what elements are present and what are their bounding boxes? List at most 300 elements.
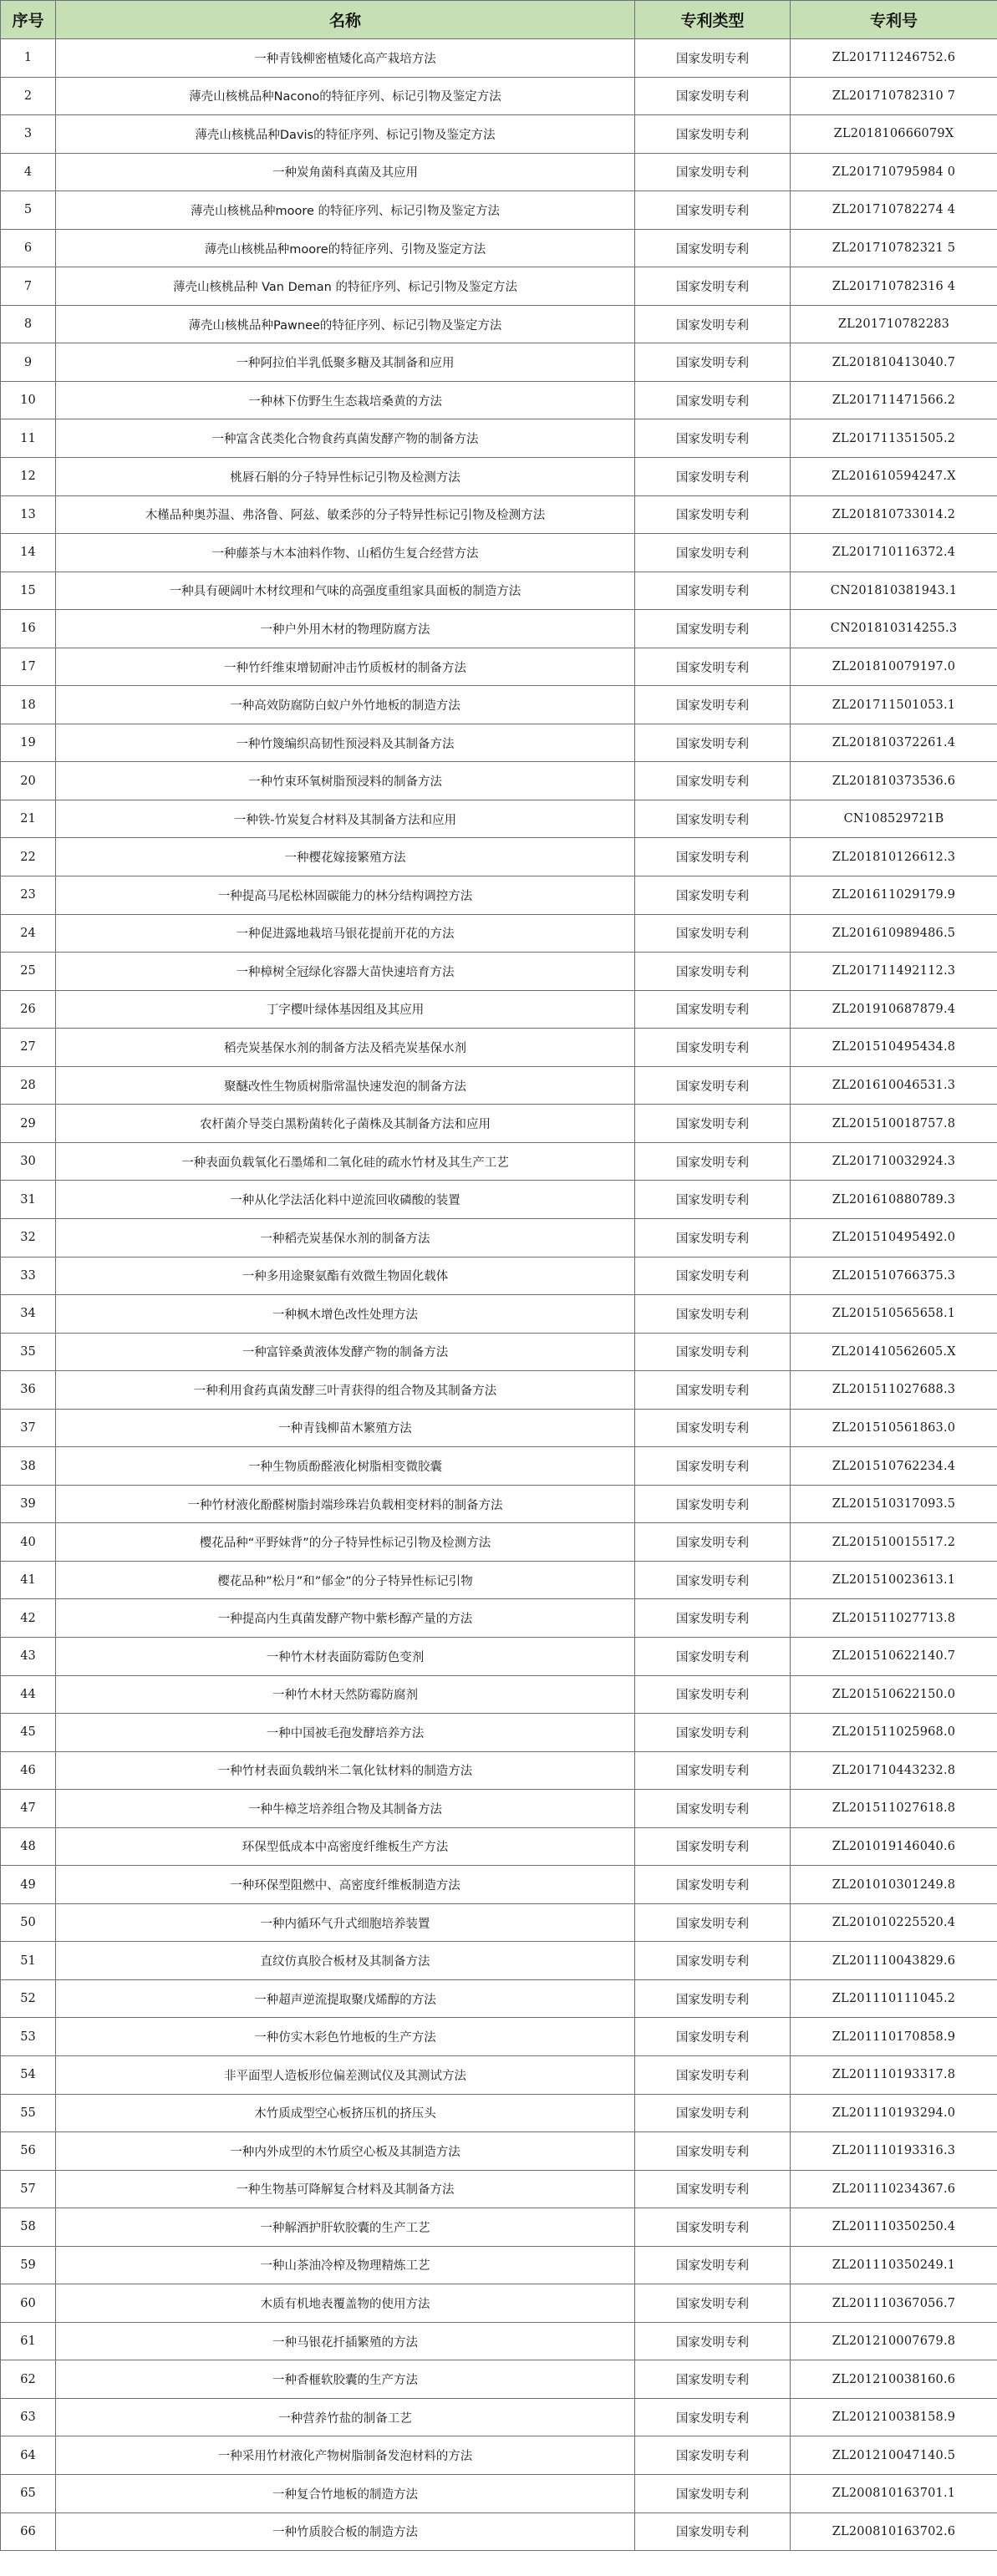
cell-type: 国家发明专利 <box>635 1029 791 1067</box>
cell-name: 一种竹木材天然防霉防腐剂 <box>56 1675 635 1714</box>
cell-seq: 3 <box>1 115 56 154</box>
cell-name: 一种营养竹盐的制备工艺 <box>56 2398 635 2436</box>
cell-number: ZL201110367056.7 <box>791 2284 997 2323</box>
cell-name: 一种阿拉伯半乳低聚多糖及其制备和应用 <box>56 343 635 382</box>
table-row <box>1 1866 997 1904</box>
table-row <box>1 876 997 915</box>
cell-type: 国家发明专利 <box>635 229 791 267</box>
cell-name: 一种内循环气升式细胞培养装置 <box>56 1903 635 1942</box>
cell-number: ZL200810163702.6 <box>791 2512 997 2551</box>
cell-name: 一种利用食药真菌发酵三叶青获得的组合物及其制备方法 <box>56 1371 635 1410</box>
cell-seq: 12 <box>1 458 56 496</box>
cell-seq: 20 <box>1 762 56 800</box>
cell-number: ZL201910687879.4 <box>791 990 997 1029</box>
table-row <box>1 2018 997 2056</box>
table-row <box>1 39 997 78</box>
cell-number: ZL201610594247.X <box>791 458 997 496</box>
cell-number: ZL201210007679.8 <box>791 2322 997 2360</box>
cell-type: 国家发明专利 <box>635 572 791 610</box>
table-row <box>1 2094 997 2132</box>
cell-name: 一种炭角菌科真菌及其应用 <box>56 153 635 191</box>
cell-number: ZL201810666079X <box>791 115 997 154</box>
cell-name: 一种从化学法活化料中逆流回收磷酸的装置 <box>56 1181 635 1219</box>
cell-seq: 49 <box>1 1866 56 1904</box>
table-row <box>1 229 997 267</box>
cell-type: 国家发明专利 <box>635 153 791 191</box>
cell-number: ZL201610046531.3 <box>791 1066 997 1105</box>
cell-number: ZL201810733014.2 <box>791 495 997 534</box>
table-row <box>1 1979 997 2018</box>
cell-number: ZL201110193317.8 <box>791 2055 997 2094</box>
cell-name: 薄壳山核桃品种Davis的特征序列、标记引物及鉴定方法 <box>56 115 635 154</box>
cell-type: 国家发明专利 <box>635 2094 791 2132</box>
cell-number: ZL201510561863.0 <box>791 1409 997 1447</box>
cell-number: ZL201710782310 7 <box>791 77 997 115</box>
table-row <box>1 1295 997 1334</box>
cell-type: 国家发明专利 <box>635 1142 791 1181</box>
cell-name: 一种户外用木材的物理防腐方法 <box>56 610 635 648</box>
cell-seq: 37 <box>1 1409 56 1447</box>
cell-name: 一种香榧软胶囊的生产方法 <box>56 2360 635 2399</box>
cell-seq: 16 <box>1 610 56 648</box>
cell-seq: 18 <box>1 686 56 724</box>
cell-type: 国家发明专利 <box>635 115 791 154</box>
cell-type: 国家发明专利 <box>635 419 791 458</box>
cell-number: ZL201611029179.9 <box>791 876 997 915</box>
header-type: 专利类型 <box>635 1 791 39</box>
cell-name: 一种竹束环氧树脂预浸料的制备方法 <box>56 762 635 800</box>
cell-name: 农杆菌介导茭白黑粉菌转化子菌株及其制备方法和应用 <box>56 1105 635 1143</box>
cell-number: ZL201711246752.6 <box>791 39 997 78</box>
table-row <box>1 1790 997 1828</box>
cell-seq: 24 <box>1 914 56 953</box>
cell-type: 国家发明专利 <box>635 2436 791 2475</box>
cell-type: 国家发明专利 <box>635 2475 791 2513</box>
cell-seq: 7 <box>1 267 56 306</box>
cell-seq: 14 <box>1 534 56 572</box>
cell-name: 一种稻壳炭基保水剂的制备方法 <box>56 1218 635 1257</box>
cell-seq: 11 <box>1 419 56 458</box>
table-row <box>1 1029 997 1067</box>
cell-name: 一种复合竹地板的制造方法 <box>56 2475 635 2513</box>
table-row <box>1 1599 997 1638</box>
cell-number: ZL201710032924.3 <box>791 1142 997 1181</box>
cell-seq: 34 <box>1 1295 56 1334</box>
cell-type: 国家发明专利 <box>635 610 791 648</box>
cell-seq: 63 <box>1 2398 56 2436</box>
cell-number: ZL201610880789.3 <box>791 1181 997 1219</box>
header-name: 名称 <box>56 1 635 39</box>
cell-seq: 62 <box>1 2360 56 2399</box>
cell-type: 国家发明专利 <box>635 1827 791 1866</box>
cell-number: ZL201810413040.7 <box>791 343 997 382</box>
cell-name: 丁字樱叶绿体基因组及其应用 <box>56 990 635 1029</box>
cell-number: ZL201510622140.7 <box>791 1637 997 1675</box>
cell-seq: 64 <box>1 2436 56 2475</box>
table-row <box>1 2170 997 2208</box>
cell-seq: 2 <box>1 77 56 115</box>
cell-number: ZL201010301249.8 <box>791 1866 997 1904</box>
cell-number: ZL201510565658.1 <box>791 1295 997 1334</box>
cell-number: ZL201710782316 4 <box>791 267 997 306</box>
table-row <box>1 495 997 534</box>
table-row <box>1 2132 997 2171</box>
cell-name: 一种中国被毛孢发酵培养方法 <box>56 1714 635 1752</box>
cell-type: 国家发明专利 <box>635 2398 791 2436</box>
cell-name: 薄壳山核桃品种moore的特征序列、引物及鉴定方法 <box>56 229 635 267</box>
cell-name: 一种内外成型的木竹质空心板及其制造方法 <box>56 2132 635 2171</box>
cell-number: ZL201110111045.2 <box>791 1979 997 2018</box>
cell-name: 一种提高马尾松林固碳能力的林分结构调控方法 <box>56 876 635 915</box>
cell-type: 国家发明专利 <box>635 2246 791 2284</box>
cell-name: 一种竹纤维束增韧耐冲击竹质板材的制备方法 <box>56 648 635 686</box>
cell-name: 一种环保型阻燃中、高密度纤维板制造方法 <box>56 1866 635 1904</box>
cell-seq: 51 <box>1 1942 56 1980</box>
cell-seq: 19 <box>1 724 56 762</box>
cell-name: 一种提高内生真菌发酵产物中紫杉醇产量的方法 <box>56 1599 635 1638</box>
cell-number: ZL201810373536.6 <box>791 762 997 800</box>
cell-name: 薄壳山核桃品种 Van Deman 的特征序列、标记引物及鉴定方法 <box>56 267 635 306</box>
table-row <box>1 1485 997 1523</box>
table-row <box>1 1333 997 1371</box>
table-row <box>1 1903 997 1942</box>
cell-name: 樱花品种”松月”和”郁金”的分子特异性标记引物 <box>56 1561 635 1599</box>
cell-seq: 58 <box>1 2208 56 2247</box>
cell-type: 国家发明专利 <box>635 762 791 800</box>
table-row <box>1 1447 997 1486</box>
cell-type: 国家发明专利 <box>635 1447 791 1486</box>
cell-seq: 38 <box>1 1447 56 1486</box>
cell-number: ZL201010225520.4 <box>791 1903 997 1942</box>
cell-name: 一种仿实木彩色竹地板的生产方法 <box>56 2018 635 2056</box>
cell-type: 国家发明专利 <box>635 1105 791 1143</box>
cell-seq: 33 <box>1 1257 56 1295</box>
table-row <box>1 1637 997 1675</box>
cell-number: ZL201110193294.0 <box>791 2094 997 2132</box>
cell-type: 国家发明专利 <box>635 343 791 382</box>
cell-name: 直纹仿真胶合板材及其制备方法 <box>56 1942 635 1980</box>
cell-type: 国家发明专利 <box>635 876 791 915</box>
cell-name: 一种多用途聚氨酯有效微生物固化载体 <box>56 1257 635 1295</box>
table-row <box>1 1714 997 1752</box>
cell-number: CN201810381943.1 <box>791 572 997 610</box>
cell-number: ZL201510495492.0 <box>791 1218 997 1257</box>
cell-seq: 10 <box>1 381 56 419</box>
cell-type: 国家发明专利 <box>635 1675 791 1714</box>
cell-seq: 54 <box>1 2055 56 2094</box>
cell-name: 一种樟树全冠绿化容器大苗快速培育方法 <box>56 953 635 991</box>
cell-number: ZL201810372261.4 <box>791 724 997 762</box>
cell-seq: 31 <box>1 1181 56 1219</box>
cell-type: 国家发明专利 <box>635 2132 791 2171</box>
cell-number: ZL201510018757.8 <box>791 1105 997 1143</box>
cell-seq: 30 <box>1 1142 56 1181</box>
cell-name: 一种促进露地栽培马银花提前开花的方法 <box>56 914 635 953</box>
cell-type: 国家发明专利 <box>635 1599 791 1638</box>
cell-type: 国家发明专利 <box>635 305 791 343</box>
cell-number: ZL201710782274 4 <box>791 191 997 230</box>
cell-name: 环保型低成本中高密度纤维板生产方法 <box>56 1827 635 1866</box>
table-row <box>1 458 997 496</box>
cell-type: 国家发明专利 <box>635 2170 791 2208</box>
cell-type: 国家发明专利 <box>635 1561 791 1599</box>
cell-seq: 55 <box>1 2094 56 2132</box>
cell-type: 国家发明专利 <box>635 648 791 686</box>
cell-type: 国家发明专利 <box>635 1295 791 1334</box>
cell-number: ZL201510317093.5 <box>791 1485 997 1523</box>
cell-seq: 22 <box>1 838 56 876</box>
table-row <box>1 2284 997 2323</box>
cell-type: 国家发明专利 <box>635 1523 791 1562</box>
table-row <box>1 2360 997 2399</box>
cell-type: 国家发明专利 <box>635 1714 791 1752</box>
cell-seq: 23 <box>1 876 56 915</box>
cell-number: ZL201110043829.6 <box>791 1942 997 1980</box>
table-row <box>1 724 997 762</box>
cell-seq: 57 <box>1 2170 56 2208</box>
table-row <box>1 2436 997 2475</box>
table-row <box>1 1142 997 1181</box>
cell-type: 国家发明专利 <box>635 191 791 230</box>
cell-type: 国家发明专利 <box>635 39 791 78</box>
header-row <box>1 1 997 39</box>
cell-seq: 53 <box>1 2018 56 2056</box>
cell-seq: 40 <box>1 1523 56 1562</box>
cell-name: 薄壳山核桃品种Pawnee的特征序列、标记引物及鉴定方法 <box>56 305 635 343</box>
table-row <box>1 153 997 191</box>
cell-seq: 9 <box>1 343 56 382</box>
cell-seq: 17 <box>1 648 56 686</box>
cell-type: 国家发明专利 <box>635 914 791 953</box>
cell-type: 国家发明专利 <box>635 495 791 534</box>
cell-name: 薄壳山核桃品种moore 的特征序列、标记引物及鉴定方法 <box>56 191 635 230</box>
cell-number: ZL201210038160.6 <box>791 2360 997 2399</box>
cell-number: ZL201210047140.5 <box>791 2436 997 2475</box>
cell-number: ZL201711351505.2 <box>791 419 997 458</box>
cell-name: 一种铁-竹炭复合材料及其制备方法和应用 <box>56 800 635 838</box>
cell-number: ZL201110350249.1 <box>791 2246 997 2284</box>
table-row <box>1 534 997 572</box>
cell-type: 国家发明专利 <box>635 686 791 724</box>
cell-seq: 52 <box>1 1979 56 2018</box>
cell-number: ZL201810126612.3 <box>791 838 997 876</box>
cell-seq: 36 <box>1 1371 56 1410</box>
cell-name: 一种表面负载氧化石墨烯和二氧化硅的疏水竹材及其生产工艺 <box>56 1142 635 1181</box>
table-row <box>1 2398 997 2436</box>
cell-number: ZL201110170858.9 <box>791 2018 997 2056</box>
cell-name: 一种樱花嫁接繁殖方法 <box>56 838 635 876</box>
cell-seq: 15 <box>1 572 56 610</box>
cell-name: 一种青钱柳密植矮化高产栽培方法 <box>56 39 635 78</box>
cell-number: ZL201711471566.2 <box>791 381 997 419</box>
cell-type: 国家发明专利 <box>635 2322 791 2360</box>
cell-name: 木质有机地表覆盖物的使用方法 <box>56 2284 635 2323</box>
cell-seq: 41 <box>1 1561 56 1599</box>
cell-type: 国家发明专利 <box>635 1066 791 1105</box>
cell-number: CN108529721B <box>791 800 997 838</box>
cell-number: ZL201210038158.9 <box>791 2398 997 2436</box>
cell-number: CN201810314255.3 <box>791 610 997 648</box>
table-row <box>1 572 997 610</box>
cell-name: 一种解酒护肝软胶囊的生产工艺 <box>56 2208 635 2247</box>
table-row <box>1 1751 997 1790</box>
cell-type: 国家发明专利 <box>635 2360 791 2399</box>
cell-name: 一种牛樟芝培养组合物及其制备方法 <box>56 1790 635 1828</box>
header-number: 专利号 <box>791 1 997 39</box>
cell-type: 国家发明专利 <box>635 1181 791 1219</box>
cell-name: 一种具有硬阔叶木材纹理和气味的高强度重组家具面板的制造方法 <box>56 572 635 610</box>
cell-type: 国家发明专利 <box>635 953 791 991</box>
table-row <box>1 115 997 154</box>
cell-name: 一种马银花扦插繁殖的方法 <box>56 2322 635 2360</box>
cell-type: 国家发明专利 <box>635 2055 791 2094</box>
cell-seq: 61 <box>1 2322 56 2360</box>
table-row <box>1 762 997 800</box>
table-row <box>1 419 997 458</box>
cell-seq: 26 <box>1 990 56 1029</box>
cell-seq: 48 <box>1 1827 56 1866</box>
cell-number: ZL201410562605.X <box>791 1333 997 1371</box>
cell-type: 国家发明专利 <box>635 77 791 115</box>
cell-seq: 60 <box>1 2284 56 2323</box>
cell-number: ZL201019146040.6 <box>791 1827 997 1866</box>
cell-seq: 35 <box>1 1333 56 1371</box>
cell-number: ZL201510766375.3 <box>791 1257 997 1295</box>
table-row <box>1 2512 997 2551</box>
cell-name: 一种竹质胶合板的制造方法 <box>56 2512 635 2551</box>
cell-name: 樱花品种“平野妹背”的分子特异性标记引物及检测方法 <box>56 1523 635 1562</box>
cell-number: ZL201710443232.8 <box>791 1751 997 1790</box>
cell-number: ZL201710116372.4 <box>791 534 997 572</box>
cell-name: 一种藤茶与木本油料作物、山稻仿生复合经营方法 <box>56 534 635 572</box>
cell-seq: 44 <box>1 1675 56 1714</box>
cell-seq: 6 <box>1 229 56 267</box>
cell-name: 一种青钱柳苗木繁殖方法 <box>56 1409 635 1447</box>
cell-name: 一种超声逆流提取聚戊烯醇的方法 <box>56 1979 635 2018</box>
cell-type: 国家发明专利 <box>635 381 791 419</box>
table-row <box>1 1181 997 1219</box>
table-header <box>1 1 997 39</box>
cell-type: 国家发明专利 <box>635 534 791 572</box>
table-row <box>1 2475 997 2513</box>
table-row <box>1 2208 997 2247</box>
table-body <box>1 39 997 2551</box>
cell-seq: 50 <box>1 1903 56 1942</box>
cell-number: ZL201110234367.6 <box>791 2170 997 2208</box>
cell-type: 国家发明专利 <box>635 1218 791 1257</box>
cell-number: ZL201810079197.0 <box>791 648 997 686</box>
cell-type: 国家发明专利 <box>635 724 791 762</box>
cell-seq: 1 <box>1 39 56 78</box>
cell-name: 一种竹木材表面防霉防色变剂 <box>56 1637 635 1675</box>
cell-name: 稻壳炭基保水剂的制备方法及稻壳炭基保水剂 <box>56 1029 635 1067</box>
table-row <box>1 381 997 419</box>
cell-number: ZL201710782321 5 <box>791 229 997 267</box>
table-row <box>1 343 997 382</box>
cell-name: 一种生物基可降解复合材料及其制备方法 <box>56 2170 635 2208</box>
cell-seq: 45 <box>1 1714 56 1752</box>
cell-name: 聚醚改性生物质树脂常温快速发泡的制备方法 <box>56 1066 635 1105</box>
cell-type: 国家发明专利 <box>635 1751 791 1790</box>
table-row <box>1 267 997 306</box>
cell-seq: 46 <box>1 1751 56 1790</box>
cell-type: 国家发明专利 <box>635 1371 791 1410</box>
cell-number: ZL201510495434.8 <box>791 1029 997 1067</box>
cell-type: 国家发明专利 <box>635 1866 791 1904</box>
table-row <box>1 1942 997 1980</box>
cell-number: ZL201510023613.1 <box>791 1561 997 1599</box>
table-row <box>1 1409 997 1447</box>
table-row <box>1 305 997 343</box>
cell-type: 国家发明专利 <box>635 838 791 876</box>
cell-name: 一种生物质酚醛液化树脂相变微胶囊 <box>56 1447 635 1486</box>
cell-seq: 42 <box>1 1599 56 1638</box>
table-row <box>1 1371 997 1410</box>
cell-type: 国家发明专利 <box>635 1790 791 1828</box>
cell-name: 薄壳山核桃品种Nacono的特征序列、标记引物及鉴定方法 <box>56 77 635 115</box>
cell-type: 国家发明专利 <box>635 2512 791 2551</box>
cell-name: 一种富含芪类化合物食药真菌发酵产物的制备方法 <box>56 419 635 458</box>
cell-number: ZL201110350250.4 <box>791 2208 997 2247</box>
cell-seq: 56 <box>1 2132 56 2171</box>
cell-number: ZL201510762234.4 <box>791 1447 997 1486</box>
cell-type: 国家发明专利 <box>635 458 791 496</box>
cell-type: 国家发明专利 <box>635 800 791 838</box>
cell-name: 一种林下仿野生生态栽培桑黄的方法 <box>56 381 635 419</box>
cell-name: 一种竹材液化酚醛树脂封端珍珠岩负载相变材料的制备方法 <box>56 1485 635 1523</box>
cell-seq: 59 <box>1 2246 56 2284</box>
cell-number: ZL201711492112.3 <box>791 953 997 991</box>
cell-name: 一种富锌桑黄液体发酵产物的制备方法 <box>56 1333 635 1371</box>
cell-seq: 29 <box>1 1105 56 1143</box>
cell-type: 国家发明专利 <box>635 1979 791 2018</box>
cell-number: ZL201511027688.3 <box>791 1371 997 1410</box>
table-row <box>1 191 997 230</box>
cell-name: 一种竹材表面负载纳米二氧化钛材料的制造方法 <box>56 1751 635 1790</box>
cell-name: 桃唇石斛的分子特异性标记引物及检测方法 <box>56 458 635 496</box>
cell-seq: 5 <box>1 191 56 230</box>
cell-name: 一种枫木增色改性处理方法 <box>56 1295 635 1334</box>
cell-seq: 21 <box>1 800 56 838</box>
cell-number: ZL201710795984 0 <box>791 153 997 191</box>
table-row <box>1 1827 997 1866</box>
table-row <box>1 914 997 953</box>
cell-name: 一种竹篾编织高韧性预浸料及其制备方法 <box>56 724 635 762</box>
cell-number: ZL201510015517.2 <box>791 1523 997 1562</box>
cell-number: ZL201511027713.8 <box>791 1599 997 1638</box>
cell-name: 一种采用竹材液化产物树脂制备发泡材料的方法 <box>56 2436 635 2475</box>
cell-type: 国家发明专利 <box>635 2284 791 2323</box>
table-row <box>1 77 997 115</box>
table-row <box>1 2055 997 2094</box>
cell-seq: 8 <box>1 305 56 343</box>
cell-type: 国家发明专利 <box>635 990 791 1029</box>
table-row <box>1 838 997 876</box>
table-row <box>1 2322 997 2360</box>
table-row <box>1 990 997 1029</box>
cell-type: 国家发明专利 <box>635 1257 791 1295</box>
cell-seq: 32 <box>1 1218 56 1257</box>
cell-type: 国家发明专利 <box>635 267 791 306</box>
cell-number: ZL201511025968.0 <box>791 1714 997 1752</box>
cell-type: 国家发明专利 <box>635 1333 791 1371</box>
cell-type: 国家发明专利 <box>635 1942 791 1980</box>
table-row <box>1 1257 997 1295</box>
table-row <box>1 648 997 686</box>
cell-type: 国家发明专利 <box>635 1903 791 1942</box>
cell-seq: 13 <box>1 495 56 534</box>
table-row <box>1 1561 997 1599</box>
